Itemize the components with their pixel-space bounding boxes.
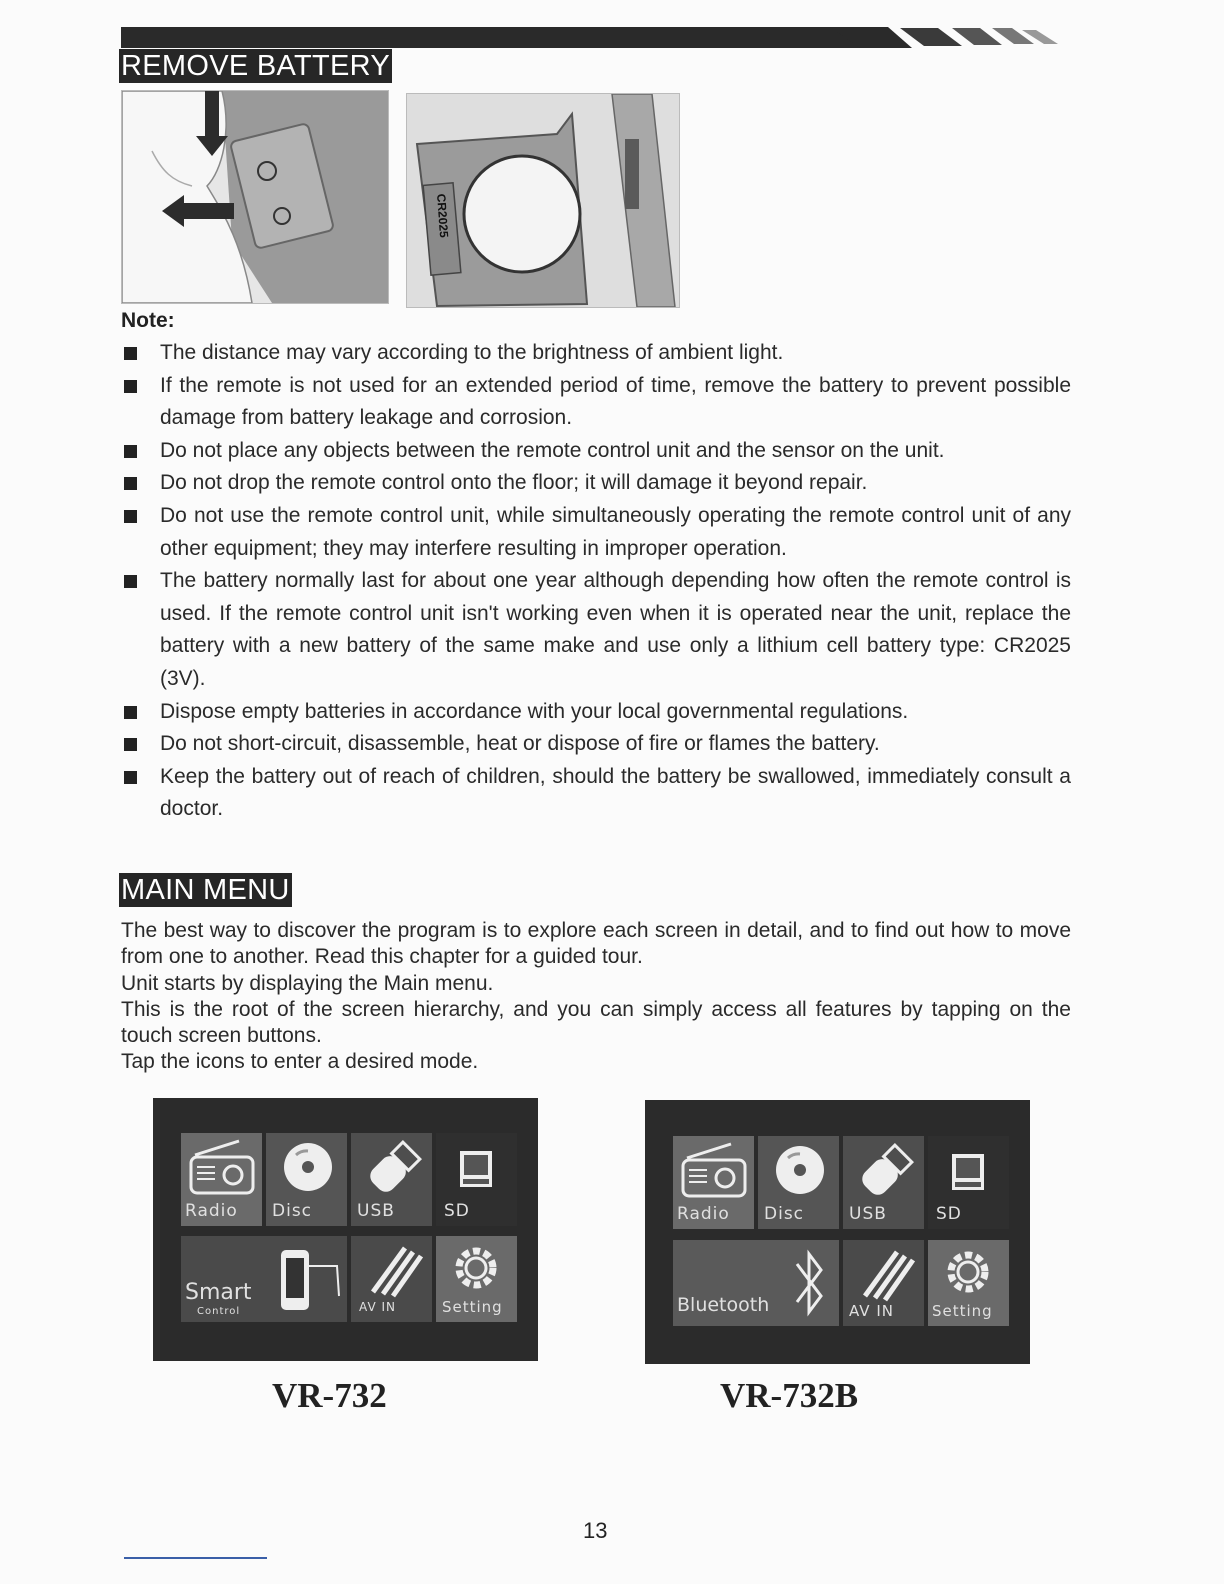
av-cable-icon xyxy=(351,1236,432,1300)
bullet-square-icon xyxy=(124,510,137,523)
gear-icon xyxy=(436,1236,517,1300)
intro-text xyxy=(121,918,1071,1076)
radio-icon xyxy=(181,1133,262,1203)
usb-tile[interactable]: USB xyxy=(351,1133,432,1226)
sd-tile[interactable]: SD xyxy=(928,1136,1009,1229)
disc-icon xyxy=(266,1133,347,1203)
photo-battery-tray xyxy=(406,93,680,308)
usb-icon xyxy=(351,1133,432,1203)
intro-paragraph: Unit starts by displaying the Main menu. xyxy=(121,971,494,995)
bullet-square-icon xyxy=(124,477,137,490)
setting-tile[interactable]: Setting xyxy=(928,1240,1009,1326)
disc-tile[interactable]: Disc xyxy=(266,1133,347,1226)
model-label-vr732b: VR-732B xyxy=(720,1376,859,1415)
bullet-square-icon xyxy=(124,380,137,393)
note-list xyxy=(121,337,1071,826)
header-bar xyxy=(121,27,861,48)
bullet-square-icon xyxy=(124,445,137,458)
sd-card-icon xyxy=(928,1136,1009,1206)
battery-label: CR2025 xyxy=(434,193,452,239)
note-item: Do not place any objects between the remote control unit and the sensor on the unit. xyxy=(121,435,1071,468)
footer-line xyxy=(124,1557,267,1559)
main-menu-screen-vr732b xyxy=(645,1100,1030,1364)
setting-tile[interactable]: Setting xyxy=(436,1236,517,1322)
note-item: Do not drop the remote control onto the floor; it will damage it beyond repair. xyxy=(121,467,1071,500)
page-number: 13 xyxy=(583,1518,608,1543)
note-item: Do not short-circuit, disassemble, heat or dispose of fire or flames the battery. xyxy=(121,728,1071,761)
bullet-square-icon xyxy=(124,706,137,719)
av-in-tile[interactable]: AV IN xyxy=(351,1236,432,1322)
main-menu-screen-vr732 xyxy=(153,1098,538,1361)
usb-tile[interactable]: USB xyxy=(843,1136,924,1229)
note-item: The battery normally last for about one year although depending how often the remote control is used. If the remote control unit isn't working even when it is operated near the unit, replace the battery with a new battery of the same make and use only a lithium cell battery type: CR2025 (3V). xyxy=(121,565,1071,695)
bullet-square-icon xyxy=(124,575,137,588)
section-title-remove-battery: REMOVE BATTERY xyxy=(121,50,391,82)
usb-icon xyxy=(843,1136,924,1206)
note-label: Note: xyxy=(121,309,175,332)
av-in-tile[interactable]: AV IN xyxy=(843,1240,924,1326)
model-label-vr732: VR-732 xyxy=(272,1376,387,1415)
bullet-square-icon xyxy=(124,738,137,751)
note-item: If the remote is not used for an extended period of time, remove the battery to prevent possible damage from battery leakage and corrosion. xyxy=(121,370,1071,435)
disc-tile[interactable]: Disc xyxy=(758,1136,839,1229)
note-item: Dispose empty batteries in accordance with your local governmental regulations. xyxy=(121,696,1071,729)
note-item: The distance may vary according to the brightness of ambient light. xyxy=(121,337,1071,370)
av-cable-icon xyxy=(843,1240,924,1304)
smartphone-icon xyxy=(267,1236,347,1322)
bluetooth-tile[interactable]: Bluetooth xyxy=(673,1240,839,1326)
sd-card-icon xyxy=(436,1133,517,1203)
note-item: Do not use the remote control unit, while simultaneously operating the remote control unit of any other equipment; they may interfere resulting in improper operation. xyxy=(121,500,1071,565)
radio-icon xyxy=(673,1136,754,1206)
gear-icon xyxy=(928,1240,1009,1304)
note-item: Keep the battery out of reach of children, should the battery be swallowed, immediately consult a doctor. xyxy=(121,761,1071,826)
smart-control-tile[interactable]: Smart Control xyxy=(181,1236,347,1322)
section-title-main-menu: MAIN MENU xyxy=(121,874,290,906)
radio-tile[interactable]: Radio xyxy=(673,1136,754,1229)
bullet-square-icon xyxy=(124,347,137,360)
bullet-square-icon xyxy=(124,771,137,784)
intro-paragraph: The best way to discover the program is to explore each screen in detail, and to find out how to move from one to another. Read this chapter for a guided tour. xyxy=(121,919,1071,969)
intro-paragraph: Tap the icons to enter a desired mode. xyxy=(121,1050,479,1074)
radio-tile[interactable]: Radio xyxy=(181,1133,262,1226)
bluetooth-icon xyxy=(785,1240,835,1326)
photo-remove-tray xyxy=(121,90,389,304)
disc-icon xyxy=(758,1136,839,1206)
intro-paragraph: This is the root of the screen hierarchy, and you can simply access all features by tapping on the touch screen buttons. xyxy=(121,997,1071,1048)
header-stripes xyxy=(830,24,1065,54)
sd-tile[interactable]: SD xyxy=(436,1133,517,1226)
